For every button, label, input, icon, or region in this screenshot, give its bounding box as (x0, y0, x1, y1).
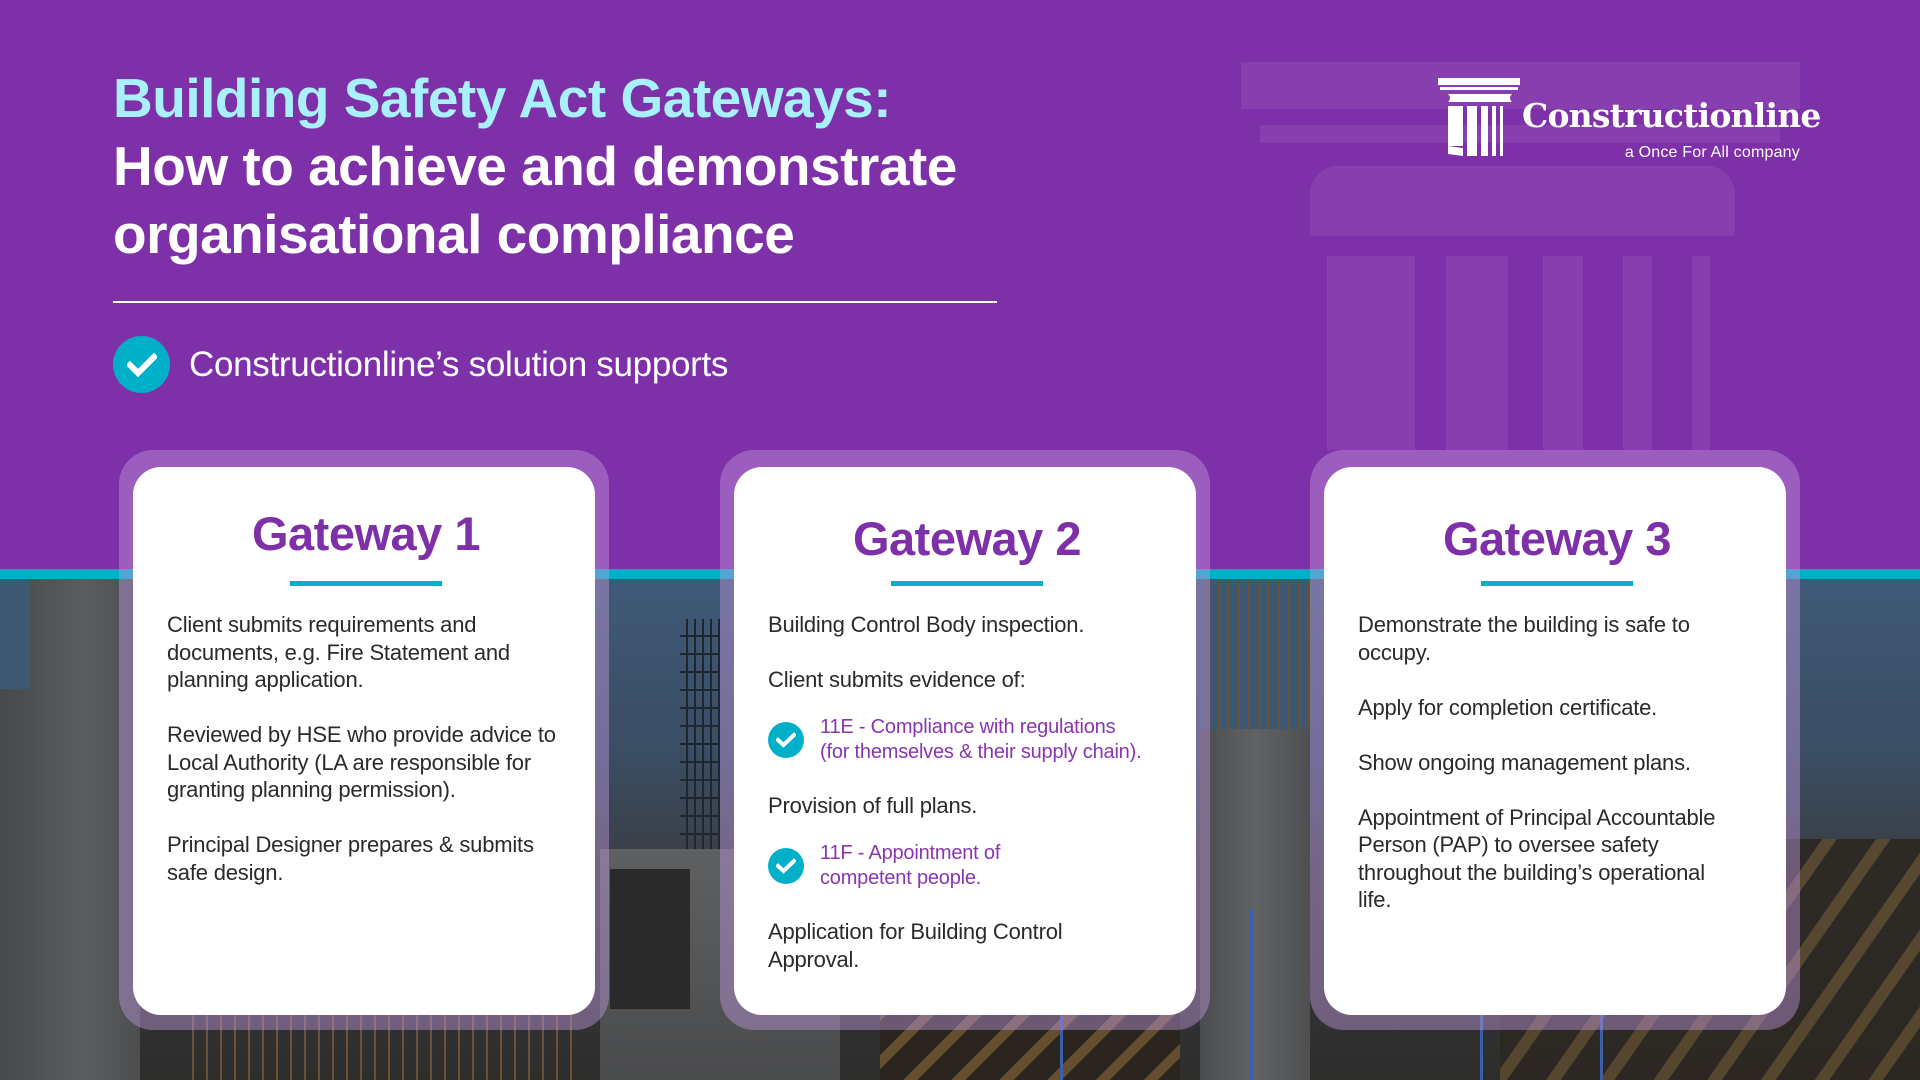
gateway-2-item-1: Building Control Body inspection. (768, 612, 1085, 637)
check-11f-line-2: competent people. (820, 867, 982, 889)
page-title (113, 64, 957, 268)
gateway-2-item-2: Client submits evidence of: (768, 667, 1026, 692)
gateway-2-check-11f (768, 841, 1166, 891)
gateway-1-item-1: Client submits requirements and documents, e.g. Fire Statement and planning application. (167, 612, 510, 692)
gateway-2-frame (720, 450, 1210, 1030)
logo-tagline: a Once For All company (1624, 144, 1800, 161)
gateway-3-item-3: Show ongoing management plans. (1358, 749, 1691, 775)
gateway-1-item-2: Reviewed by HSE who provide advice to Local Authority (LA are responsible for granting planning permission). (167, 722, 556, 802)
title-line-2: How to achieve and demonstrate (113, 135, 957, 197)
gateway-1-card (133, 467, 595, 1015)
check-11e-line-2: (for themselves & their supply chain). (820, 741, 1142, 763)
gateway-3-title: Gateway 3 (1442, 512, 1672, 565)
title-underline (290, 581, 442, 586)
gateway-3-item-1: Demonstrate the building is safe to occupy. (1358, 612, 1690, 665)
title-line-1: Building Safety Act Gateways: (113, 67, 892, 129)
gateway-1-title: Gateway 1 (251, 507, 481, 560)
gateway-2-item-6: Application for Building Control Approval. (768, 919, 1063, 972)
gateway-2-item-4: Provision of full plans. (768, 793, 978, 818)
check-circle-icon (113, 336, 170, 393)
check-11e-line-1: 11E - Compliance with regulations (820, 716, 1116, 738)
check-circle-icon (768, 722, 804, 758)
constructionline-logo (1436, 76, 1821, 166)
gateway-3-item-2: Apply for completion certificate. (1358, 694, 1658, 720)
gateway-3-item-4: Appointment of Principal Accountable Person (PAP) to oversee safety throughout the building’s operational life. (1358, 804, 1716, 912)
gateway-1-frame (119, 450, 609, 1030)
gateway-2-card (734, 467, 1196, 1015)
check-circle-icon (768, 848, 804, 884)
gateway-1-item-3: Principal Designer prepares & submits safe design. (167, 832, 534, 885)
title-underline (1481, 581, 1633, 586)
check-11f-line-1: 11F - Appointment of (820, 842, 1001, 864)
gateway-3-card (1324, 467, 1786, 1015)
legend-label: Constructionline’s solution supports (189, 344, 729, 384)
gateway-3-frame (1310, 450, 1800, 1030)
title-divider (113, 301, 997, 303)
gateway-2-title: Gateway 2 (852, 512, 1082, 565)
pillar-logo-icon (1436, 76, 1520, 160)
logo-wordmark: Constructionline (1522, 96, 1821, 135)
title-underline (891, 581, 1043, 586)
gateway-2-check-11e (768, 715, 1166, 765)
title-line-3: organisational compliance (113, 203, 795, 265)
legend-row (113, 336, 728, 393)
